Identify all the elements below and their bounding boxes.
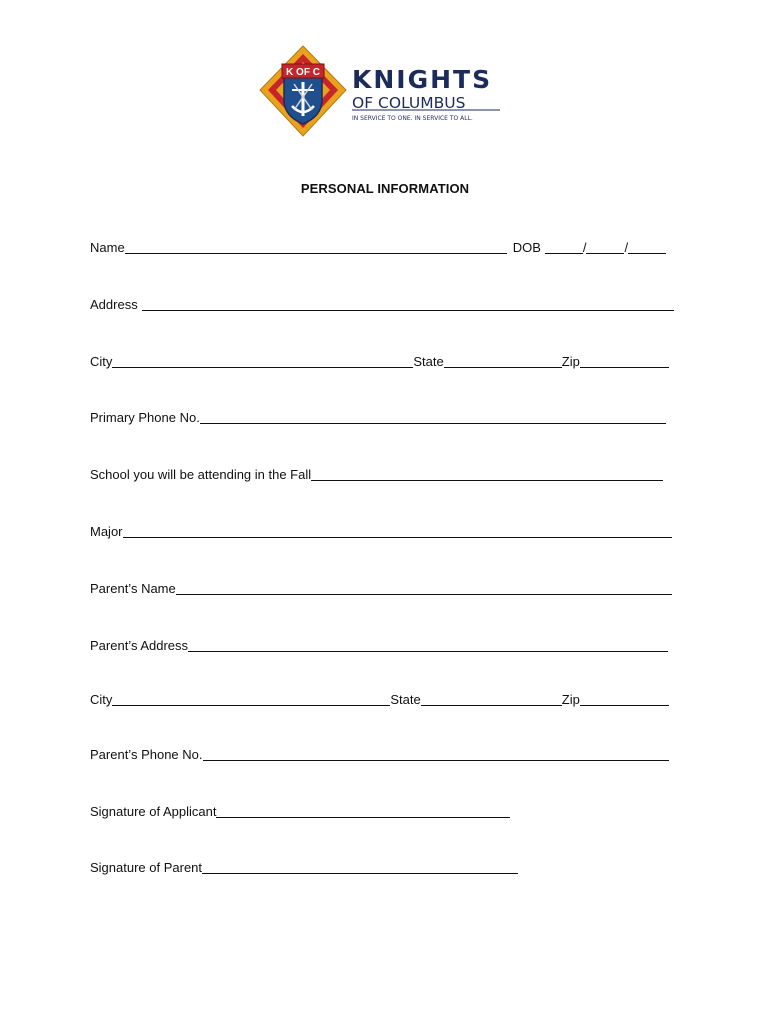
primary-phone-field[interactable] <box>200 408 666 424</box>
brand-line-2: OF COLUMBUS <box>352 94 466 112</box>
signature-parent-row <box>90 858 518 876</box>
dob-month-field[interactable] <box>545 238 583 254</box>
zip-field[interactable] <box>580 352 669 368</box>
parents-name-field[interactable] <box>176 579 672 595</box>
dob-separator-2: / <box>624 240 629 255</box>
parents-address-field[interactable] <box>188 636 668 652</box>
brand-tagline: IN SERVICE TO ONE. IN SERVICE TO ALL. <box>352 115 473 122</box>
page-title: PERSONAL INFORMATION <box>300 181 470 196</box>
parent-state-label: State <box>390 692 421 707</box>
state-label: State <box>413 354 444 369</box>
signature-applicant-field[interactable] <box>216 802 510 818</box>
parents-address-row <box>90 636 668 654</box>
parents-phone-field[interactable] <box>203 745 669 761</box>
city-label: City <box>90 354 113 369</box>
knights-of-columbus-logo <box>258 44 508 140</box>
dob-year-field[interactable] <box>628 238 666 254</box>
parent-zip-field[interactable] <box>580 690 669 706</box>
school-row <box>90 465 663 483</box>
dob-day-field[interactable] <box>586 238 624 254</box>
emblem-badge-text: K OF C <box>286 67 320 78</box>
zip-label: Zip <box>561 354 580 369</box>
address-field[interactable] <box>142 295 674 311</box>
name-dob-row <box>90 238 666 256</box>
major-label: Major <box>90 524 123 539</box>
city-field[interactable] <box>112 352 413 368</box>
parents-phone-label: Parent’s Phone No. <box>90 747 203 762</box>
school-label: School you will be attending in the Fall <box>90 467 312 482</box>
city-state-zip-row <box>90 352 669 370</box>
primary-phone-label: Primary Phone No. <box>90 410 200 425</box>
brand-line-1: KNIGHTS <box>352 65 493 94</box>
name-label: Name <box>90 240 125 255</box>
parent-zip-label: Zip <box>561 692 580 707</box>
major-field[interactable] <box>123 522 672 538</box>
dob-separator-1: / <box>582 240 587 255</box>
parent-city-state-zip-row <box>90 690 669 708</box>
major-row <box>90 522 672 540</box>
parent-city-label: City <box>90 692 113 707</box>
parent-state-field[interactable] <box>421 690 562 706</box>
signature-applicant-label: Signature of Applicant <box>90 804 217 819</box>
primary-phone-row <box>90 408 666 426</box>
parent-city-field[interactable] <box>112 690 390 706</box>
dob-label: DOB <box>512 240 541 255</box>
signature-parent-field[interactable] <box>202 858 518 874</box>
school-field[interactable] <box>311 465 663 481</box>
signature-applicant-row <box>90 802 510 820</box>
parents-name-label: Parent’s Name <box>90 581 176 596</box>
signature-parent-label: Signature of Parent <box>90 860 203 875</box>
state-field[interactable] <box>444 352 562 368</box>
parents-phone-row <box>90 745 669 763</box>
address-row <box>90 295 674 313</box>
name-field[interactable] <box>125 238 507 254</box>
parents-address-label: Parent’s Address <box>90 638 189 653</box>
address-label: Address <box>90 297 138 312</box>
emblem-cross <box>260 46 346 136</box>
parents-name-row <box>90 579 672 597</box>
